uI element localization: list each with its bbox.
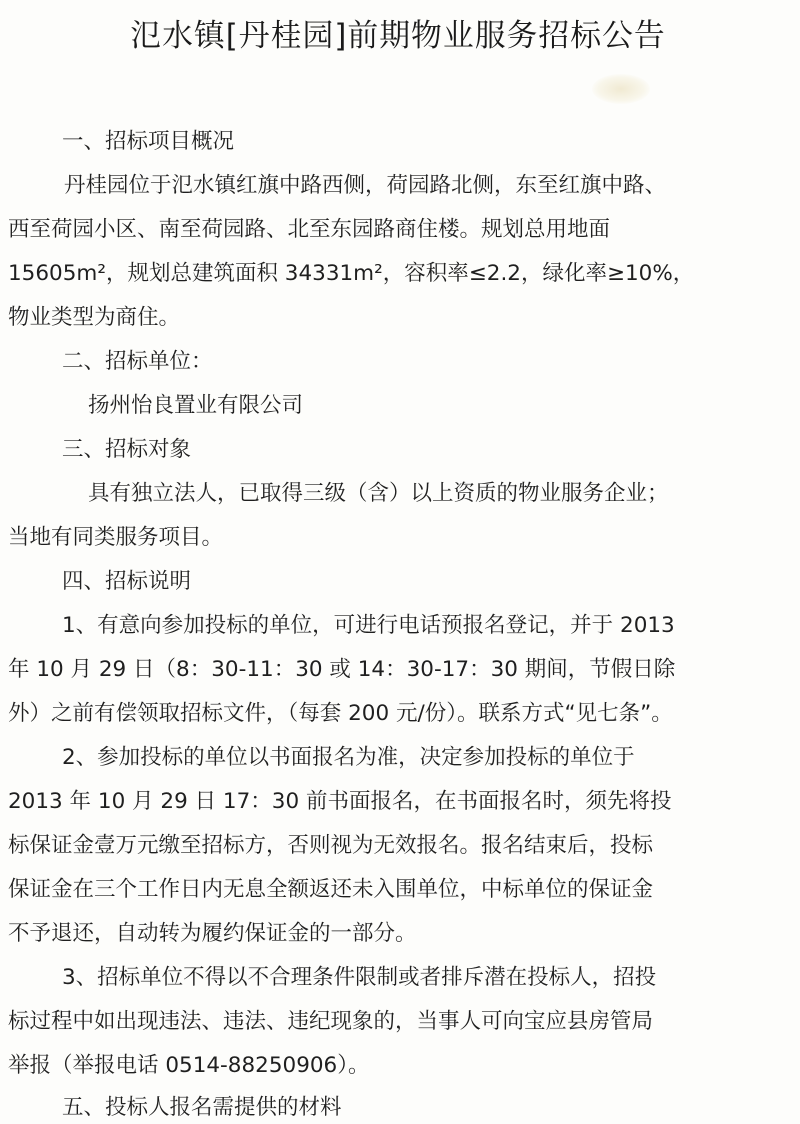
list-item-line: 年 10 月 29 日（8：30-11：30 或 14：30-17：30 期间，节假日除 xyxy=(8,657,676,682)
list-item-line: 外）之前有偿领取招标文件，（每套 200 元/份）。联系方式“见七条”。 xyxy=(8,701,673,726)
document-title: 氾水镇[丹桂园]前期物业服务招标公告 xyxy=(130,18,666,54)
list-item-line: 标过程中如出现违法、违法、违纪现象的，当事人可向宝应县房管局 xyxy=(8,1009,654,1034)
section-heading-3: 三、招标对象 xyxy=(62,437,192,462)
paragraph-line: 具有独立法人，已取得三级（含）以上资质的物业服务企业； xyxy=(88,481,669,506)
section-heading-5: 五、投标人报名需提供的材料 xyxy=(62,1095,342,1120)
list-item-line: 标保证金壹万元缴至招标方，否则视为无效报名。报名结束后，投标 xyxy=(8,833,654,858)
list-item-line: 2013 年 10 月 29 日 17：30 前书面报名，在书面报名时，须先将投 xyxy=(8,789,672,814)
list-item-line: 2、参加投标的单位以书面报名为准，决定参加投标的单位于 xyxy=(62,745,635,770)
list-item-line: 举报（举报电话 0514-88250906）。 xyxy=(8,1053,370,1078)
paragraph-line: 当地有同类服务项目。 xyxy=(8,525,224,550)
list-item-line: 1、有意向参加投标的单位，可进行电话预报名登记，并于 2013 xyxy=(62,613,675,638)
paragraph-line: 15605m²，规划总建筑面积 34331m²，容积率≤2.2，绿化率≥10%， xyxy=(8,261,695,286)
company-name: 扬州怡良置业有限公司 xyxy=(88,393,304,418)
paragraph-line: 丹桂园位于氾水镇红旗中路西侧，荷园路北侧，东至红旗中路、 xyxy=(64,173,667,198)
paragraph-line: 物业类型为商住。 xyxy=(8,305,181,330)
list-item-line: 不予退还，自动转为履约保证金的一部分。 xyxy=(8,921,417,946)
list-item-line: 3、招标单位不得以不合理条件限制或者排斥潜在投标人，招投 xyxy=(62,965,657,990)
paragraph-line: 西至荷园小区、南至荷园路、北至东园路商住楼。规划总用地面 xyxy=(8,217,611,242)
section-heading-4: 四、招标说明 xyxy=(62,569,192,594)
list-item-line: 保证金在三个工作日内无息全额返还未入围单位，中标单位的保证金 xyxy=(8,877,654,902)
paper-stain xyxy=(592,74,650,104)
section-heading-1: 一、招标项目概况 xyxy=(62,129,235,154)
section-heading-2: 二、招标单位： xyxy=(62,349,213,374)
